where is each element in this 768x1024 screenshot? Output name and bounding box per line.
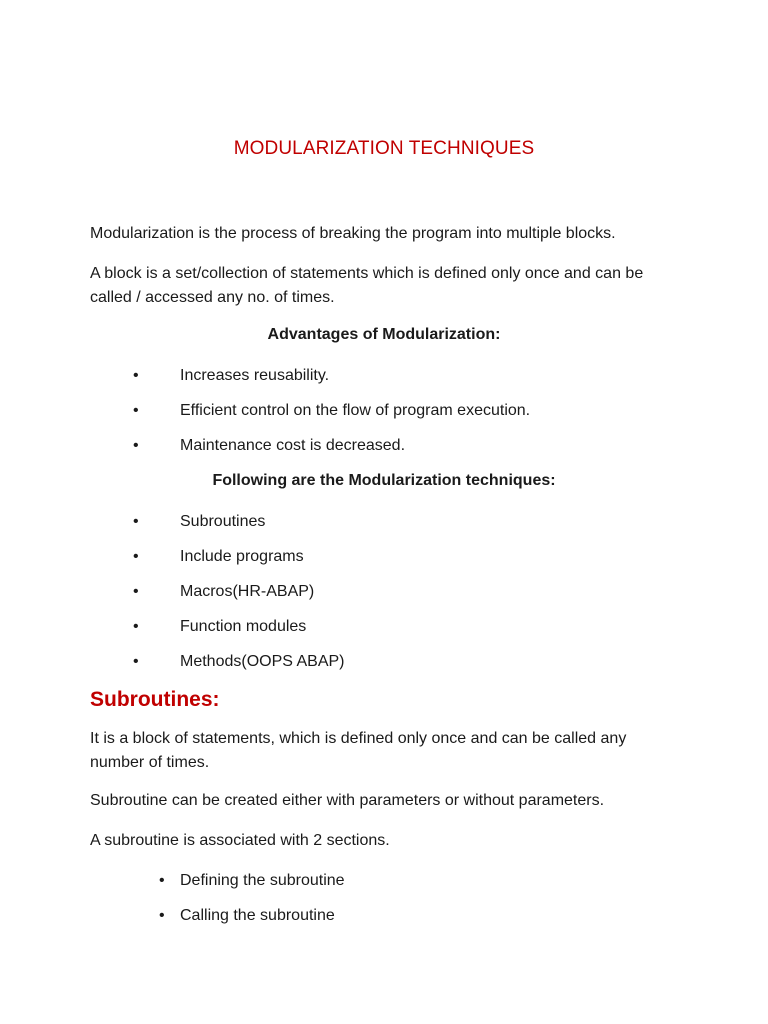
bullet-icon: • xyxy=(133,367,139,384)
list-item xyxy=(0,366,768,401)
list-item xyxy=(0,652,768,687)
subroutine-sections-intro: A subroutine is associated with 2 sections. xyxy=(90,832,390,849)
list-item xyxy=(0,906,768,941)
list-item-text: Function modules xyxy=(180,618,307,635)
document-title: MODULARIZATION TECHNIQUES xyxy=(233,138,535,159)
list-item xyxy=(0,547,768,582)
list-item xyxy=(0,871,768,906)
techniques-list xyxy=(0,512,768,687)
bullet-icon: • xyxy=(133,583,139,600)
list-item xyxy=(0,401,768,436)
list-item-text: Methods(OOPS ABAP) xyxy=(180,653,345,670)
list-item xyxy=(0,617,768,652)
list-item-text: Defining the subroutine xyxy=(180,872,345,889)
list-item-text: Efficient control on the flow of program execution. xyxy=(180,402,531,419)
advantages-heading: Advantages of Modularization: xyxy=(267,326,501,343)
bullet-icon: • xyxy=(133,513,139,530)
subroutine-sections-list xyxy=(0,871,768,941)
bullet-icon: • xyxy=(133,548,139,565)
list-item-text: Increases reusability. xyxy=(180,367,330,384)
bullet-icon: • xyxy=(133,618,139,635)
bullet-icon: • xyxy=(133,402,139,419)
bullet-icon: • xyxy=(133,437,139,454)
list-item xyxy=(0,512,768,547)
list-item-text: Maintenance cost is decreased. xyxy=(180,437,406,454)
list-item-text: Calling the subroutine xyxy=(180,907,335,924)
bullet-icon: • xyxy=(159,907,165,924)
intro-paragraph: Modularization is the process of breaking the program into multiple blocks. xyxy=(90,225,616,242)
list-item-text: Macros(HR-ABAP) xyxy=(180,583,315,600)
techniques-heading: Following are the Modularization techniques: xyxy=(212,472,556,489)
list-item-text: Include programs xyxy=(180,548,304,565)
block-definition-paragraph: A block is a set/collection of statements which is defined only once and can be called / accessed any no. of times. xyxy=(90,265,644,306)
subroutines-heading: Subroutines: xyxy=(90,688,220,711)
subroutine-params-paragraph: Subroutine can be created either with parameters or without parameters. xyxy=(90,792,605,809)
advantages-list xyxy=(0,366,768,471)
list-item xyxy=(0,582,768,617)
bullet-icon: • xyxy=(133,653,139,670)
list-item xyxy=(0,436,768,471)
list-item-text: Subroutines xyxy=(180,513,266,530)
subroutine-definition-paragraph: It is a block of statements, which is defined only once and can be called any number of times. xyxy=(90,730,627,771)
bullet-icon: • xyxy=(159,872,165,889)
